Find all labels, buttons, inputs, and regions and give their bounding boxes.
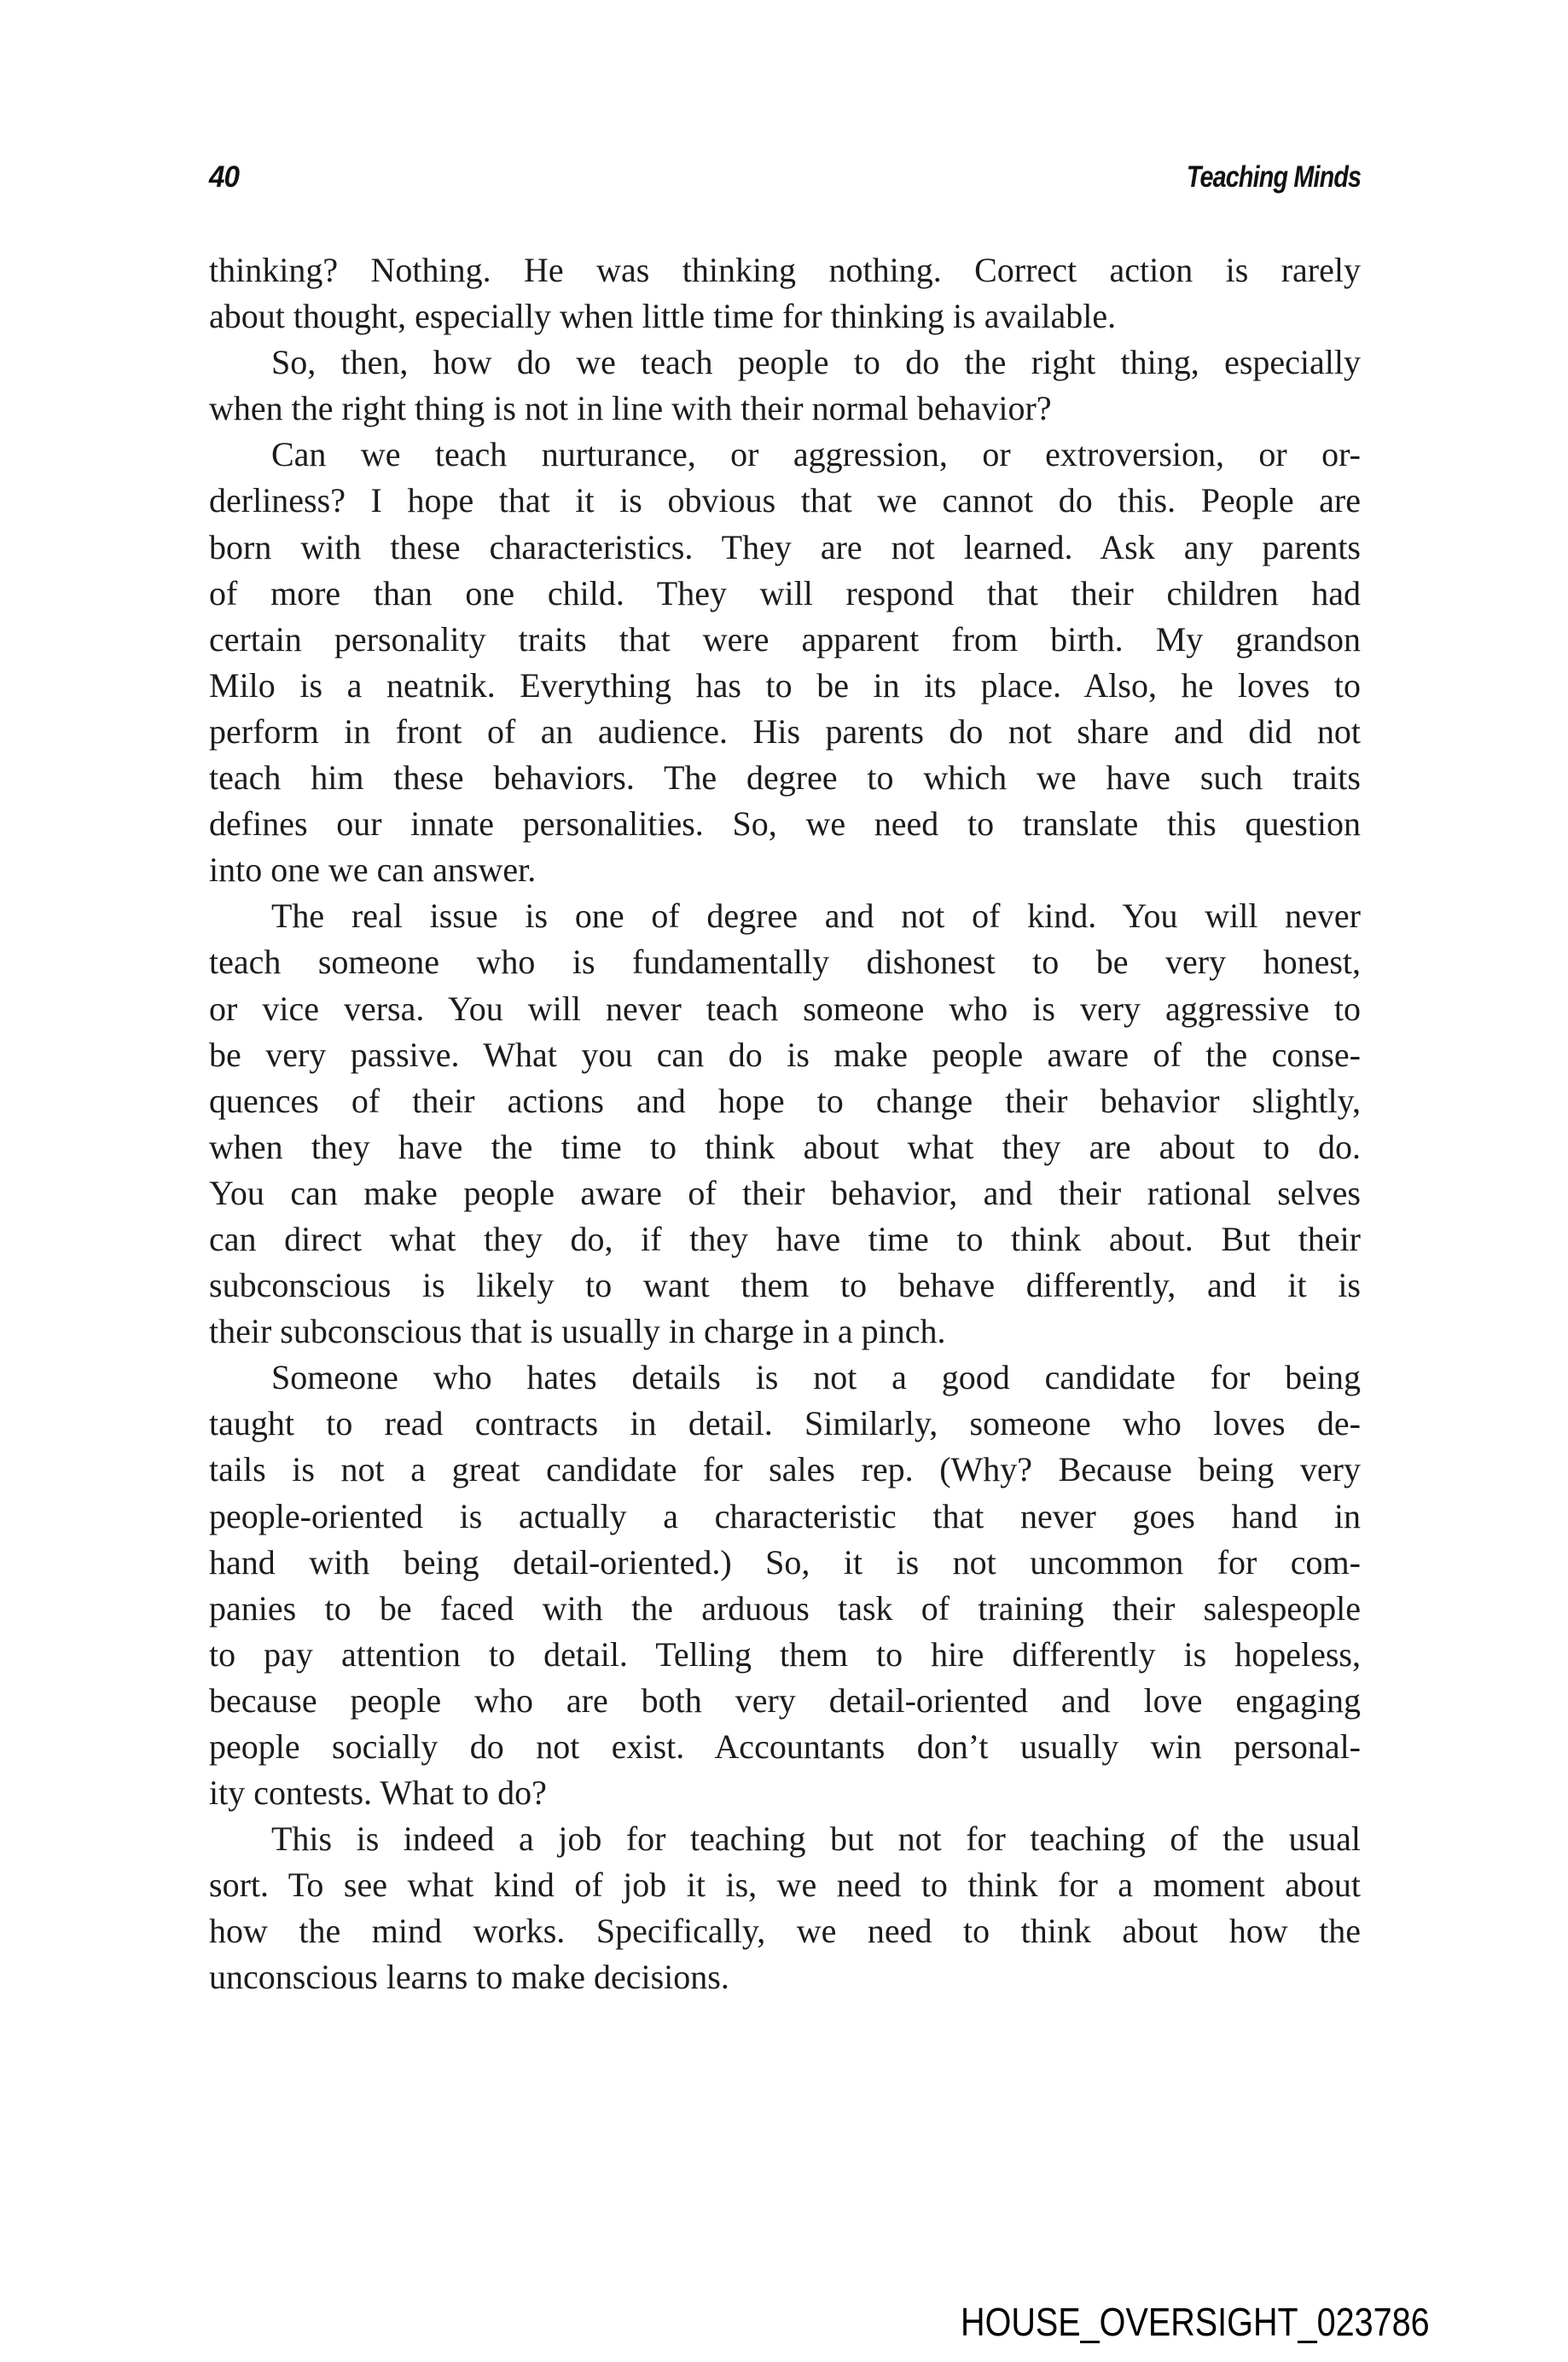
text-line: panies to be faced with the arduous task of training their salespeople [209, 1588, 1361, 1628]
text-line: when the right thing is not in line with their normal behavior? [209, 389, 1052, 428]
text-line: to pay attention to detail. Telling them to hire differently is hopeless, [209, 1634, 1361, 1674]
text-line: or vice versa. You will never teach someone who is very aggressive to [209, 989, 1361, 1028]
text-line: teach someone who is fundamentally dishonest to be very honest, [209, 943, 1361, 982]
text-line: be very passive. What you can do is make people aware of the conse- [209, 1035, 1361, 1074]
text-line: unconscious learns to make decisions. [209, 1958, 729, 1997]
text-line: about thought, especially when little time for thinking is available. [209, 297, 1117, 336]
bates-number: HOUSE_OVERSIGHT_023786 [961, 2300, 1430, 2344]
text-line: sort. To see what kind of job it is, we need to think for a moment about [209, 1866, 1361, 1905]
paragraph [209, 1816, 1361, 2000]
text-line: tails is not a great candidate for sales rep. (Why? Because being very [209, 1450, 1361, 1489]
text-line: thinking? Nothing. He was thinking nothing. Correct action is rarely [209, 251, 1361, 289]
page-number: 40 [209, 160, 240, 194]
running-title: Teaching Minds [1186, 160, 1361, 194]
text-line: into one we can answer. [209, 850, 537, 890]
text-line: people socially do not exist. Accountants don’t usually win personal- [209, 1727, 1361, 1766]
text-line: how the mind works. Specifically, we need to think about how the [209, 1912, 1361, 1951]
text-line: hand with being detail-oriented.) So, it is not uncommon for com- [209, 1542, 1361, 1581]
text-line: of more than one child. They will respond that their children had [209, 573, 1361, 612]
text-line: subconscious is likely to want them to behave differently, and it is [209, 1266, 1361, 1305]
text-line: derliness? I hope that it is obvious that we cannot do this. People are [209, 481, 1361, 520]
body-text [209, 247, 1361, 2001]
text-line: because people who are both very detail-oriented and love engaging [209, 1680, 1361, 1720]
text-line: people-oriented is actually a characteristic that never goes hand in [209, 1496, 1361, 1535]
text-line: This is indeed a job for teaching but not for teaching of the usual [271, 1819, 1361, 1859]
paragraph [209, 340, 1361, 432]
text-line: their subconscious that is usually in charge in a pinch. [209, 1312, 946, 1351]
text-line: Milo is a neatnik. Everything has to be in its place. Also, he loves to [209, 665, 1361, 705]
paragraph [209, 1355, 1361, 1816]
text-line: ity contests. What to do? [209, 1773, 547, 1813]
text-line: certain personality traits that were apparent from birth. My grandson [209, 619, 1361, 659]
paragraph [209, 432, 1361, 893]
text-line: can direct what they do, if they have time to think about. But their [209, 1219, 1361, 1258]
text-line: when they have the time to think about what they are about to do. [209, 1127, 1361, 1166]
text-line: The real issue is one of degree and not of kind. You will never [271, 897, 1361, 936]
text-line: perform in front of an audience. His parents do not share and did not [209, 711, 1361, 751]
text-line: defines our innate personalities. So, we need to translate this question [209, 804, 1361, 844]
paragraph [209, 247, 1361, 340]
text-line: taught to read contracts in detail. Similarly, someone who loves de- [209, 1404, 1361, 1443]
text-line: quences of their actions and hope to change their behavior slightly, [209, 1081, 1361, 1120]
text-line: Someone who hates details is not a good candidate for being [271, 1358, 1361, 1397]
text-line: born with these characteristics. They are not learned. Ask any parents [209, 527, 1361, 566]
text-line: You can make people aware of their behavior, and their rational selves [209, 1173, 1361, 1212]
running-head [209, 159, 1361, 196]
paragraph [209, 893, 1361, 1355]
text-line: So, then, how do we teach people to do the right thing, especially [271, 343, 1361, 382]
text-line: teach him these behaviors. The degree to which we have such traits [209, 758, 1361, 798]
text-line: Can we teach nurturance, or aggression, or extroversion, or or- [271, 435, 1361, 474]
